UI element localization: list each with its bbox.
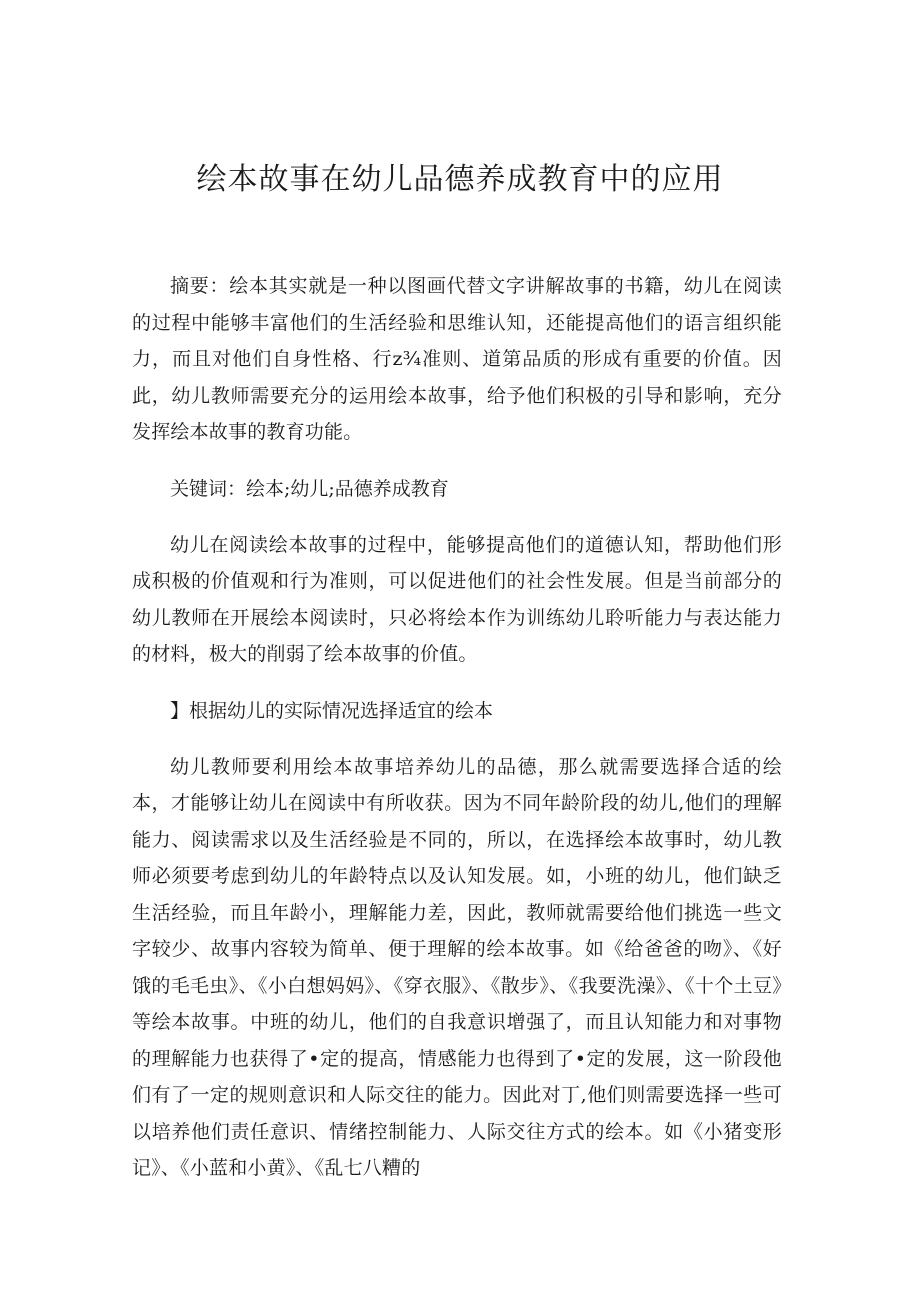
body-paragraph: 幼儿教师要利用绘本故事培养幼儿的品德，那么就需要选择合适的绘本，才能够让幼儿在阅读中有所收获。因为不同年龄阶段的幼儿,他们的理解能力、阅读需求以及生活经验是不同的，所以，在选择绘本故事时，幼儿教师必须要考虑到幼儿的年龄特点以及认知发展。如，小班的幼儿，他们缺乏生活经验，而且年龄小，理解能力差，因此，教师就需要给他们挑选一些文字较少、故事内容较为简单、便于理解的绘本故事。如《给爸爸的吻》、《好饿的毛毛虫》、《小白想妈妈》、《穿衣服》、《散步》、《我要洗澡》、《十个土豆》等绘本故事。中班的幼儿，他们的自我意识增强了，而且认知能力和对事物的理解能力也获得了•定的提高，情感能力也得到了•定的发展，这一阶段他们有了一定的规则意识和人际交往的能力。因此对丁,他们则需要选择一些可以培养他们责任意识、情绪控制能力、人际交往方式的绘本。如《小猪变形记》、《小蓝和小黄》、《乱七八糟的 xyxy=(132,755,782,1179)
keywords-line: 关键词：绘本;幼儿;品德养成教育 xyxy=(170,477,449,500)
intro-paragraph: 幼儿在阅读绘本故事的过程中，能够提高他们的道德认知，帮助他们形成积极的价值观和行为准则，可以促进他们的社会性发展。但是当前部分的幼儿教师在开展绘本阅读时，只必将绘本作为训练幼儿聆听能力与表达能力的材料，极大的削弱了绘本故事的价值。 xyxy=(132,533,782,665)
document-title: 绘本故事在幼儿品德养成教育中的应用 xyxy=(196,162,724,197)
abstract-paragraph: 摘要：绘本其实就是一种以图画代替文字讲解故事的书籍，幼儿在阅读的过程中能够丰富他们的生活经验和思维认知，还能提高他们的语言组织能力，而且对他们自身性格、行z¾准则、道第品质的形成有重要的价值。因此，幼儿教师需要充分的运用绘本故事，给予他们积极的引导和影响，充分发挥绘本故事的教育功能。 xyxy=(132,275,782,443)
section-heading: 】根据幼儿的实际情况选择适宜的绘本 xyxy=(170,699,494,722)
document-body xyxy=(132,268,782,1187)
